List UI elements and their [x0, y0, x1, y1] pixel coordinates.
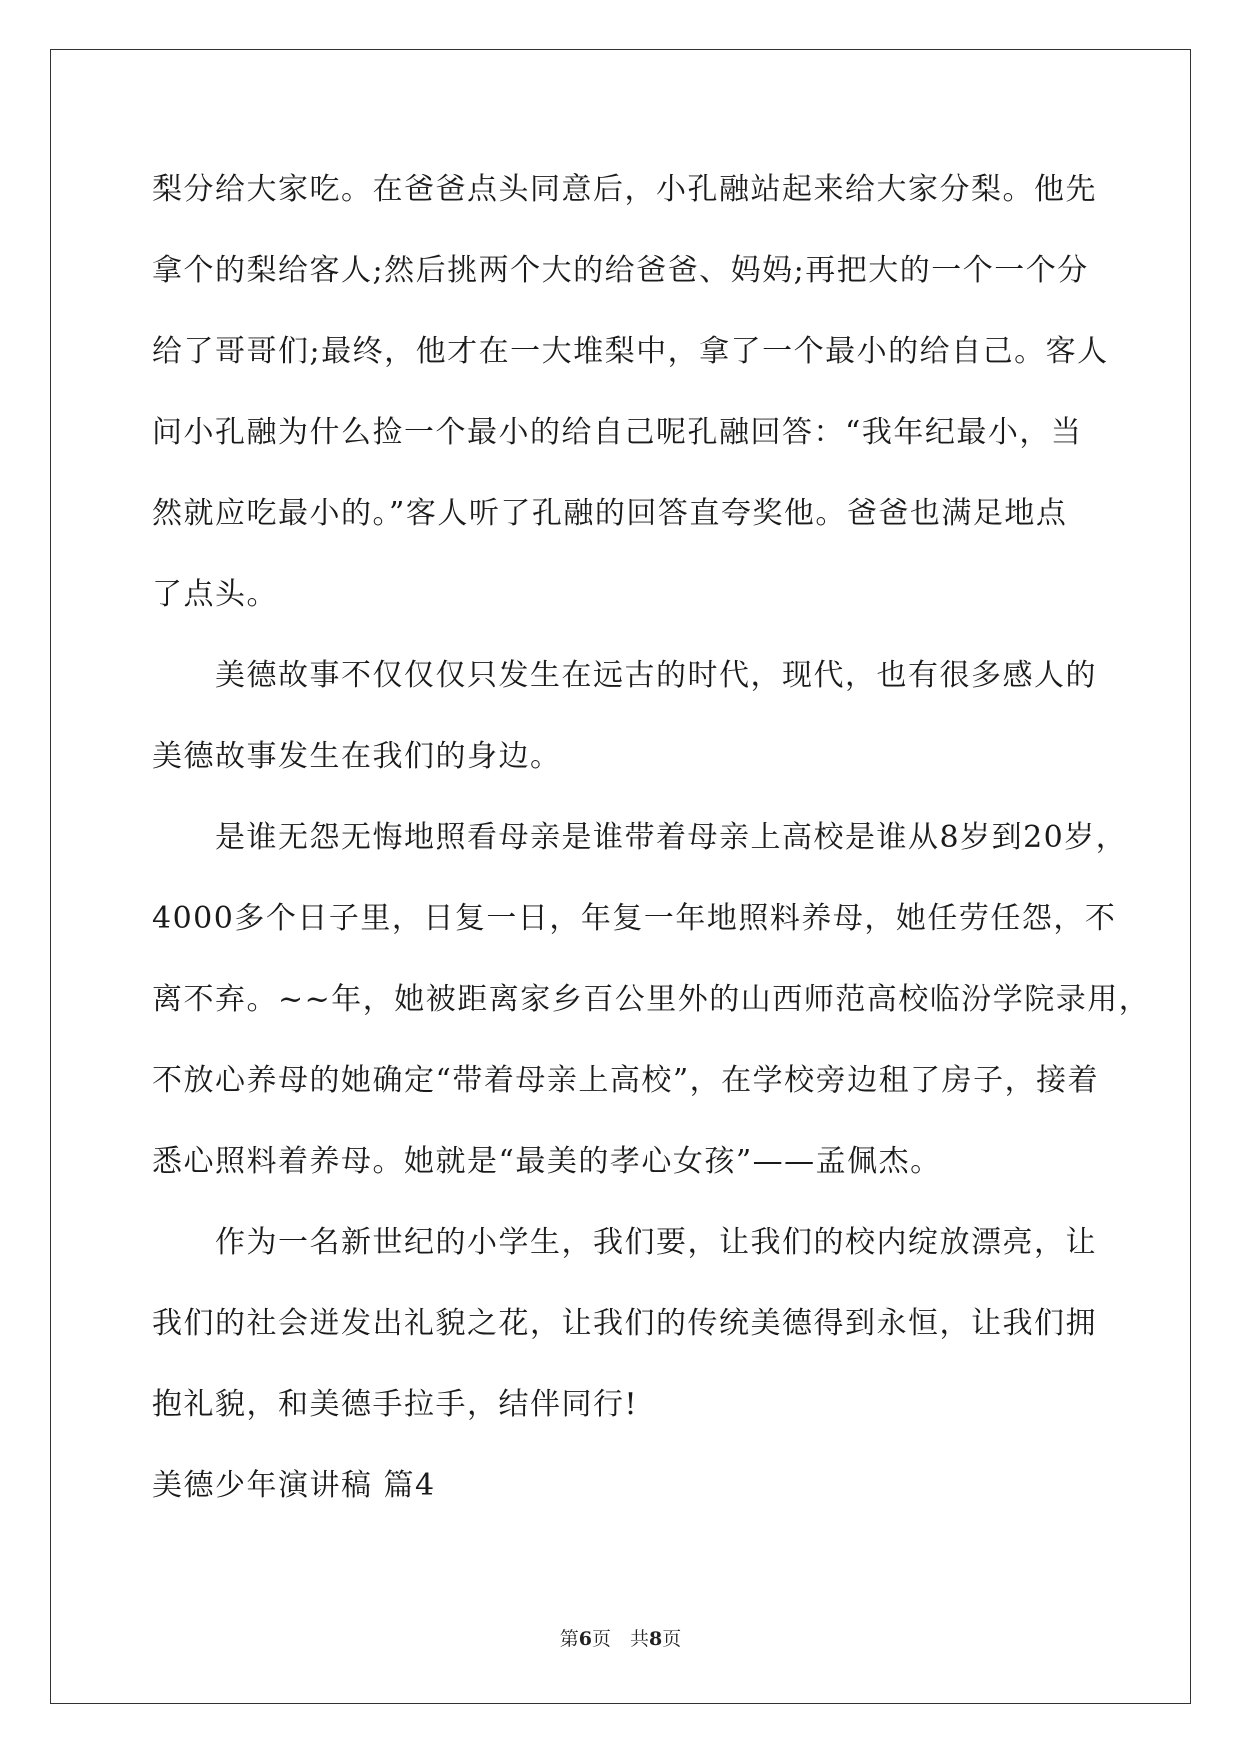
paragraph-line: 我们的社会迸发出礼貌之花，让我们的传统美德得到永恒，让我们拥 — [152, 1306, 1097, 1341]
paragraph-line: 给了哥哥们;最终，他才在一大堆梨中，拿了一个最小的给自己。客人 — [152, 334, 1109, 369]
paragraph-line: 不放心养母的她确定“带着母亲上高校”，在学校旁边租了房子，接着 — [152, 1063, 1100, 1098]
paragraph-line: 抱礼貌，和美德手拉手，结伴同行! — [152, 1387, 639, 1422]
paragraph-line: 4000多个日子里，日复一日，年复一年地照料养母，她任劳任怨，不 — [152, 901, 1117, 936]
paragraph-line: 美德故事不仅仅仅只发生在远古的时代，现代，也有很多感人的 — [215, 658, 1097, 693]
paragraph-line: 梨分给大家吃。在爸爸点头同意后，小孔融站起来给大家分梨。他先 — [152, 172, 1097, 207]
footer-total-pages: 8 — [649, 1628, 663, 1650]
document-body — [152, 160, 1151, 1516]
section-heading: 美德少年演讲稿 篇4 — [152, 1468, 436, 1503]
footer-middle: 页 共 — [591, 1628, 649, 1650]
page-footer — [0, 1624, 1241, 1651]
paragraph-line: 作为一名新世纪的小学生，我们要，让我们的校内绽放漂亮，让 — [215, 1225, 1097, 1260]
paragraph-line: 是谁无怨无悔地照看母亲是谁带着母亲上高校是谁从8岁到20岁， — [215, 820, 1128, 855]
paragraph-line: 了点头。 — [152, 577, 278, 612]
paragraph-line: 悉心照料着养母。她就是“最美的孝心女孩”——孟佩杰。 — [152, 1144, 942, 1179]
footer-page-number: 6 — [578, 1628, 592, 1650]
paragraph-line: 然就应吃最小的。”客人听了孔融的回答直夸奖他。爸爸也满足地点 — [152, 496, 1068, 531]
paragraph-line: 美德故事发生在我们的身边。 — [152, 739, 562, 774]
paragraph-line: 拿个的梨给客人;然后挑两个大的给爸爸、妈妈;再把大的一个一个分 — [152, 253, 1089, 288]
footer-prefix: 第 — [559, 1628, 579, 1650]
footer-suffix: 页 — [662, 1628, 682, 1650]
paragraph-line: 问小孔融为什么捡一个最小的给自己呢孔融回答：“我年纪最小，当 — [152, 415, 1083, 450]
paragraph-line: 离不弃。~~年，她被距离家乡百公里外的山西师范高校临汾学院录用， — [152, 982, 1151, 1017]
